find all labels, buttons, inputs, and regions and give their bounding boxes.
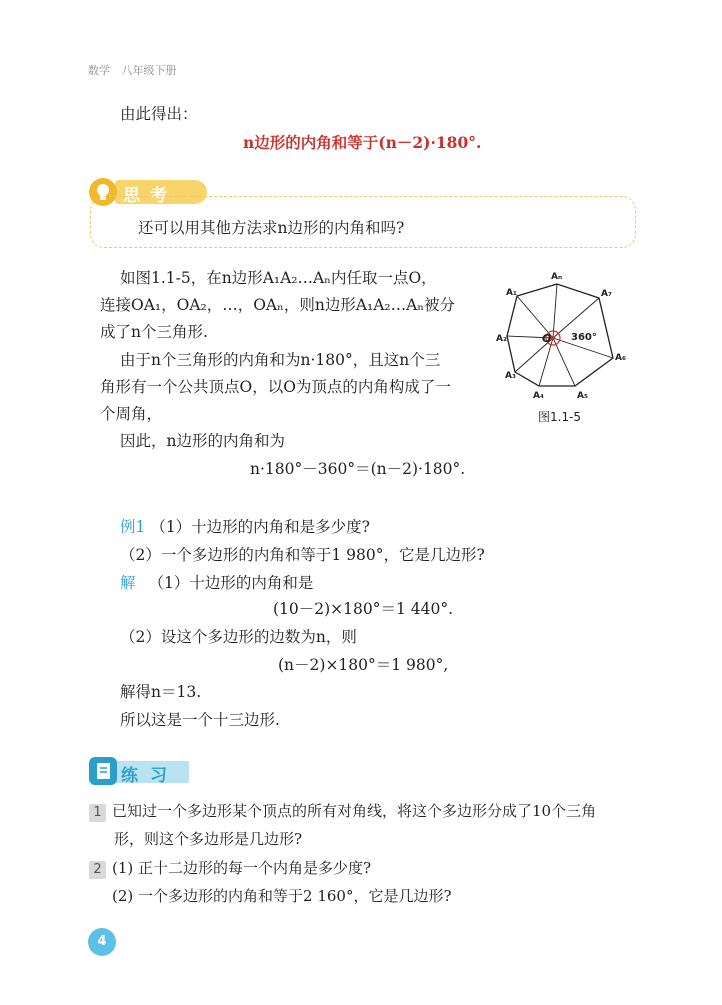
solution-label: 解 xyxy=(120,574,136,592)
center-label: O xyxy=(542,332,552,345)
exercise-item-1-line2: 形，则这个多边形是几边形? xyxy=(114,830,303,848)
exercise-item-1-line1 xyxy=(89,800,596,822)
running-header xyxy=(88,62,177,78)
formula2: n·180°－360°＝(n－2)·180°. xyxy=(250,460,466,478)
vertex-label-a2: A₂ xyxy=(496,334,507,344)
para1-line3: 成了n个三角形. xyxy=(100,323,208,341)
exercise-item-2-line1 xyxy=(89,857,371,879)
example-q2: （2）一个多边形的内角和等于1 980°，它是几边形? xyxy=(120,546,485,564)
para2-line1: 由于n个三角形的内角和为n·180°，且这n个三 xyxy=(120,351,441,369)
exercise-text: (1) 正十二边形的每一个内角是多少度? xyxy=(112,859,372,877)
vertex-label-a7: A₇ xyxy=(601,289,612,299)
header-grade: 八年级下册 xyxy=(121,64,177,77)
exercise-number: 2 xyxy=(89,861,106,879)
solution-line1 xyxy=(120,573,313,593)
vertex-label-a6: A₆ xyxy=(615,353,626,363)
para2-line2: 角形有一个公共顶点O，以O为顶点的内角构成了一 xyxy=(100,378,451,396)
solution-eq1: (10－2)×180°＝1 440°. xyxy=(273,600,454,618)
main-formula: n边形的内角和等于(n－2)·180°. xyxy=(243,133,482,152)
center-point xyxy=(551,336,555,340)
polygon-figure xyxy=(495,262,635,402)
vertex-label-a5: A₅ xyxy=(577,391,588,401)
para1-line2: 连接OA₁，OA₂，…，OAₙ，则n边形A₁A₂…Aₙ被分 xyxy=(100,296,456,314)
exercise-badge xyxy=(89,757,189,787)
example-q1: （1）十边形的内角和是多少度? xyxy=(150,518,370,536)
vertex-label-an: Aₙ xyxy=(551,272,563,282)
page-number: 4 xyxy=(88,928,116,956)
angle-label: 360° xyxy=(571,332,597,343)
header-subject: 数学 xyxy=(88,64,110,77)
exercise-number: 1 xyxy=(89,804,106,822)
vertex-label-a3: A₃ xyxy=(505,371,516,381)
exercise-item-2-line2: (2) 一个多边形的内角和等于2 160°，它是几边形? xyxy=(112,887,452,905)
exercise-label: 练习 xyxy=(121,766,179,786)
solution-s3: 解得n＝13. xyxy=(120,683,202,701)
radii-lines xyxy=(507,284,613,386)
notebook-icon xyxy=(89,757,117,785)
think-label: 思考 xyxy=(123,186,177,206)
para2-line3: 个周角， xyxy=(100,405,163,423)
solution-s1: （1）十边形的内角和是 xyxy=(148,574,314,592)
vertex-label-a1: A₁ xyxy=(506,288,517,298)
think-question: 还可以用其他方法求n边形的内角和吗? xyxy=(138,219,405,237)
example-label: 例1 xyxy=(120,518,146,536)
solution-s4: 所以这是一个十三边形. xyxy=(120,711,280,729)
exercise-text: 已知过一个多边形某个顶点的所有对角线，将这个多边形分成了10个三角 xyxy=(112,802,597,820)
vertex-label-a4: A₄ xyxy=(533,391,544,401)
para1-line1: 如图1.1-5，在n边形A₁A₂…Aₙ内任取一点O， xyxy=(120,269,437,287)
solution-eq2: (n－2)×180°＝1 980°, xyxy=(278,656,449,674)
para3-line1: 因此，n边形的内角和为 xyxy=(120,432,285,450)
figure-caption: 图1.1-5 xyxy=(538,410,582,424)
example-q1-line xyxy=(120,517,370,537)
intro-text: 由此得出： xyxy=(120,105,198,123)
solution-s2: （2）设这个多边形的边数为n，则 xyxy=(120,628,357,646)
